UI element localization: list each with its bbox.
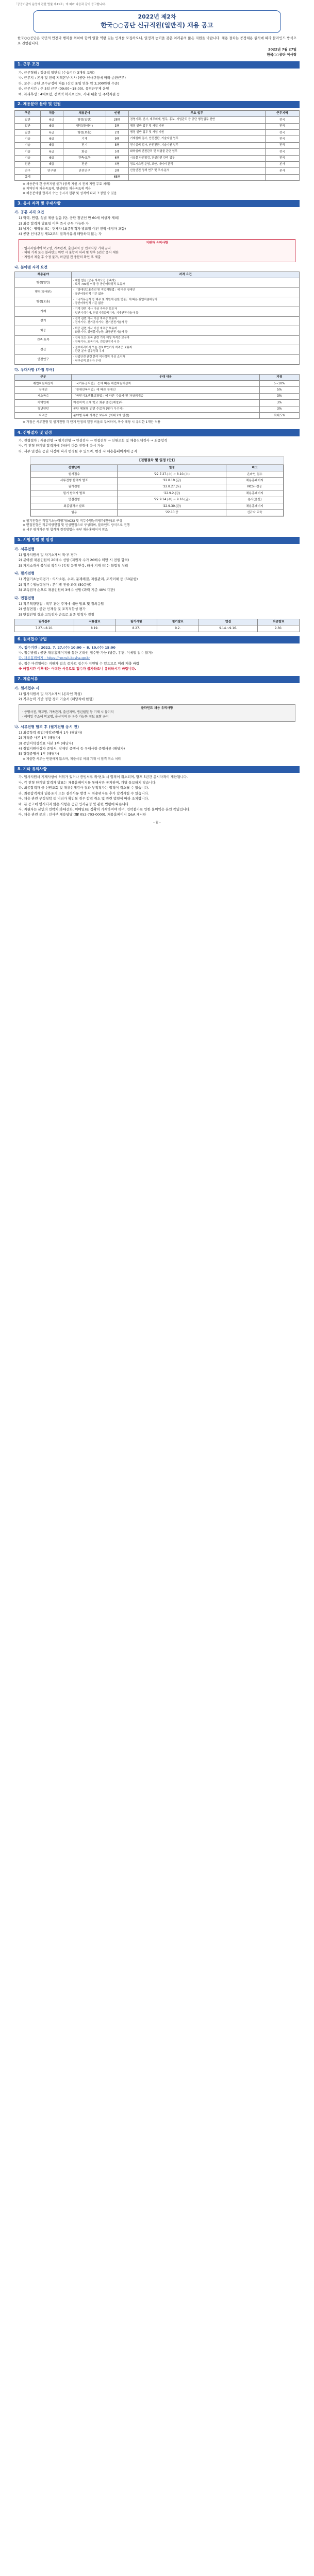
box-line: · 이메일 주소에 학교명, 출신지역 등 유추 가능한 정보 포함 금지: [22, 715, 109, 719]
table-row: [31, 510, 284, 516]
table-header: 서류발표: [74, 619, 115, 625]
table-cell: '22.9.30.(금): [118, 503, 226, 510]
table-cell: 8.19.: [74, 625, 115, 632]
table-cell: 전산: [15, 161, 41, 167]
table-row: [15, 117, 300, 123]
top-note: 「공공기관의 운영에 관한 법률 제41조」에 따라 다음과 같이 공고합니다.: [14, 3, 106, 6]
table-header: 주요 업무: [128, 110, 265, 116]
section-work-conditions: [14, 61, 300, 97]
sub-title: 다. 우대사항 (가점 부여): [14, 367, 55, 372]
table-cell: 일반: [15, 123, 41, 129]
table-cell: 3%: [259, 406, 299, 412]
table-row: [15, 142, 300, 148]
table-cell: 5명: [106, 149, 128, 155]
table-cell: [265, 174, 299, 180]
table-cell: '22.9.14.(수) ~ 9.16.(금): [118, 497, 226, 503]
table-cell: 9.30.: [258, 625, 300, 632]
section-exam: [14, 537, 300, 632]
table-cell: 채용홈페이지: [226, 503, 283, 510]
table-row: [15, 381, 300, 387]
list-item: 5) 경력증명서 1부 (해당자): [19, 752, 59, 756]
notice-line: · 허위 기재 또는 블라인드 위반 시 불합격 처리 및 향후 5년간 응시 제한: [22, 251, 119, 255]
table-cell: 기술: [15, 155, 41, 161]
section-positions: [14, 101, 300, 196]
table-cell: 전국: [265, 123, 299, 129]
table-cell: 자격증: [15, 413, 72, 419]
table-cell: 6급: [40, 149, 63, 155]
section-title: 2. 채용분야 분야 및 인원: [14, 101, 300, 108]
table-cell: 「장애인복지법」에 따른 장애인: [72, 387, 259, 393]
list-item: 3) 남자는 병역필 또는 면제자 (최종합격자 발표일 이전 전역 예정자 포함): [19, 227, 126, 231]
table-cell: 5%: [259, 387, 299, 393]
sub-title: 나. 필기전형: [14, 571, 35, 576]
note: ※ 채용분야 간 중복지원 불가 (중복 지원 시 전체 지원 무효 처리): [23, 182, 110, 187]
sub-title: 가. 원서접수 시: [14, 686, 40, 690]
note: ※ 제출한 서류는 반환하지 않으며, 제출서류 허위 기재 시 합격 취소 처리: [23, 757, 121, 761]
list-item: 1) 직무역량면접 : 직무 관련 주제에 대한 발표 및 질의응답: [19, 601, 104, 606]
table-cell: 저소득층: [15, 393, 72, 399]
table-cell: '22.8.27.(토): [118, 484, 226, 490]
table-cell: 6급: [40, 142, 63, 148]
table-cell: 6급: [40, 123, 63, 129]
announcement-page: [0, 0, 314, 836]
list-item: 3) 면접전형 결과 고득점자 순으로 최종 합격자 결정: [19, 612, 94, 617]
list-item: 1) 입사지원서 및 자기소개서 적·부 평가: [19, 552, 77, 557]
table-cell: 원서접수: [31, 471, 118, 478]
table-row: [15, 149, 300, 155]
table-cell: 경영기획, 인사, 재무회계, 법무, 홍보, 사업관리 등 공단 행정업무 전반: [128, 117, 265, 123]
table-cell: 4명: [106, 161, 128, 167]
table-cell: 서류전형 합격자 발표: [31, 478, 118, 484]
table-cell: 9명: [106, 136, 128, 142]
section-qualifications: [14, 200, 300, 425]
table-row: [15, 345, 300, 355]
list-item: 2) 직무수행능력평가 : 분야별 전공 과목 (50문항): [19, 582, 92, 587]
list-item: 3) 공인어학성적표 사본 1부 (해당자): [19, 741, 73, 745]
table-cell: 본사: [265, 161, 299, 167]
table-cell: 전국: [265, 136, 299, 142]
table-cell: 8명: [106, 142, 128, 148]
table-header: 전형단계: [31, 465, 118, 471]
table-cell: 5~10%: [259, 381, 299, 387]
table-header: 직급: [40, 110, 63, 116]
section-title: 3. 응시 자격 및 우대사항: [14, 200, 300, 207]
list-item: 나. 각 전형 단계별 합격자에 한하여 다음 전형에 응시 가능: [19, 444, 104, 448]
table-cell: 2명: [106, 130, 128, 136]
table-cell: '22.8.19.(금): [118, 478, 226, 484]
positions-table: [14, 110, 300, 181]
note: ※ 필기전형은 직업기초능력평가(NCS) 및 직무수행능력평가(전공)로 구성: [23, 519, 122, 523]
section-documents: [14, 676, 300, 762]
table-cell: 일반: [15, 117, 41, 123]
table-row: [31, 484, 284, 490]
table-cell: · 정보처리기사 또는 정보보안기사 자격증 보유자 · 관련 분야 실무경력 우대: [72, 345, 300, 355]
table-cell: · 산업안전 관련 분야 석사학위 이상 소지자 · 연구실적 보유자 우대: [72, 354, 300, 364]
table-cell: 전기: [63, 142, 106, 148]
list-item: 2) 최종 합격자 발표일 이후 즉시 근무 가능한 자: [19, 221, 89, 226]
table-row: [15, 168, 300, 174]
table-cell: 기계설비 검사, 안전진단, 기술지원 업무: [128, 136, 265, 142]
table-header: 필기시험: [115, 619, 157, 625]
table-row: [15, 297, 300, 307]
table-cell: 채용홈페이지: [226, 490, 283, 497]
table-header: 채용분야: [15, 272, 72, 278]
table-row: [31, 497, 284, 503]
list-item: 나. 각 전형 단계별 합격자 발표는 채용홈페이지를 통해서만 공지하며, 개별 통보하지 않습니다.: [19, 780, 157, 785]
table-row: [15, 387, 300, 393]
table-header: 가점: [259, 374, 299, 380]
table-cell: 기계: [15, 307, 72, 316]
deadline-warning: ※ 마감시간 이후에는 어떠한 사유로도 접수가 불가하오니 유의하시기 바랍니다.: [19, 667, 136, 671]
announcement-date: 2022년 7월 27일: [268, 47, 296, 52]
table-cell: · 화공 관련 기사 이상 자격증 보유자 · 화공기사, 위험물기능장, 화공안전기술사 등: [72, 326, 300, 336]
list-item: 마. 채용 관련 부정청탁 등 비리가 확인될 경우 합격 취소 및 관련 법령에 따라 조치합니다.: [19, 796, 149, 801]
table-cell: 행정 일반 업무 및 사업 지원: [128, 123, 265, 129]
list-item: 다. 보수 : 공단 보수규정에 따름 (신입 초임 연봉 약 3,300만원 수준): [19, 81, 120, 86]
list-item: 1) 최종학력 졸업(예정)증명서 1부 (해당자): [19, 730, 82, 735]
figure-caption: [전형절차 및 일정 (안)]: [30, 457, 284, 464]
sub-title: 다. 면접전형: [14, 596, 35, 600]
table-cell: 필기전형: [31, 484, 118, 490]
list-item: 나. 근무지 : 본사 및 전국 지역본부·지사 (공단 인사규정에 따라 순환근무): [19, 76, 126, 80]
table-cell: 지역인재: [15, 400, 72, 406]
table-cell: 공단 체험형 인턴 수료자 (평가 우수자): [72, 406, 259, 412]
table-row: [15, 161, 300, 167]
table-row: [15, 406, 300, 412]
table-header: 채용분야: [63, 110, 106, 116]
table-cell: 6급: [40, 117, 63, 123]
table-row: [31, 490, 284, 497]
table-cell: 3%: [259, 393, 299, 399]
list-item: 바. 본 공고에 명시되지 않은 사항은 공단 인사규정 및 관련 법령에 따릅니다.: [19, 802, 130, 806]
table-cell: 전국: [265, 117, 299, 123]
notice-line: · 입사지원서에 학교명, 가족관계, 출신지역 등 인적사항 기재 금지: [22, 246, 111, 250]
table-cell: 기술: [15, 142, 41, 148]
table-cell: · 기계 관련 기사 이상 자격증 보유자 · 일반기계기사, 건설기계설비기사, 기계안전기술사 등: [72, 307, 300, 316]
table-cell: 행정(장애인): [15, 287, 72, 297]
table-cell: 3명: [106, 168, 128, 174]
table-cell: 28명: [106, 117, 128, 123]
table-cell: 기술: [15, 149, 41, 155]
table-cell: [63, 174, 106, 180]
table-cell: 청년인턴: [15, 406, 72, 412]
table-cell: 전기: [15, 316, 72, 326]
section-title: 7. 제출서류: [14, 676, 300, 683]
section-title: 8. 기타 유의사항: [14, 766, 300, 773]
list-item: 2) 분야별 채용인원의 20배수 선발 (지원자 수가 20배수 미만 시 전원 합격): [19, 558, 129, 563]
table-row: [15, 354, 300, 364]
table-cell: '22.10.중: [118, 510, 226, 516]
table-header: 근무지역: [265, 110, 299, 116]
title-box: [33, 10, 281, 33]
list-item: 라. 접수 마감일에는 지원자 접속 증가로 접수가 지연될 수 있으므로 미리 제출 바람: [19, 661, 140, 666]
blind-notice-box: [19, 704, 295, 722]
table-row: [15, 413, 300, 419]
list-item: 사. 지원자는 본인의 연락처(휴대전화, 이메일)를 정확히 기재하여야 하며, 연락불가로 인한 불이익은 본인 책임입니다.: [19, 807, 191, 811]
list-item: 2) 자격증 사본 1부 (해당자): [19, 736, 60, 740]
table-cell: 행정(보훈): [15, 297, 72, 307]
preference-table: [14, 374, 300, 419]
list-item: 2) 직무능력 기반 경험·경력 기술서 (해당자에 한함): [19, 697, 94, 702]
table-cell: 안전연구: [63, 168, 106, 174]
table-cell: '22.9.2.(금): [118, 490, 226, 497]
table-cell: 화학설비 안전관리 및 위험물 관련 업무: [128, 149, 265, 155]
table-row: [15, 278, 300, 288]
list-item: 3) 고득점자 순으로 채용인원의 3배수 선발 (과락 기준 40% 미만): [19, 588, 115, 592]
timeline-table: [14, 619, 300, 632]
list-item: 가. 접수기간 : 2022. 7. 27.(수) 10:00 ~ 8. 10.(수) 15:00: [19, 645, 115, 650]
table-cell: 행정(일반): [15, 278, 72, 288]
table-header: 일정: [118, 465, 226, 471]
table-cell: 화공: [63, 149, 106, 155]
table-cell: 정보시스템 운영, 보안, 데이터 관리: [128, 161, 265, 167]
table-cell: NCS+전공: [226, 484, 283, 490]
list-item: 4) 취업지원대상자 증명서, 장애인 증명서 등 우대사항 증빙서류 (해당자): [19, 747, 125, 751]
table-cell: 연구: [15, 168, 41, 174]
table-header: 우대 내용: [72, 374, 259, 380]
table-cell: 3명: [106, 123, 128, 129]
table-row: [15, 335, 300, 345]
table-cell: 행정(일반): [63, 117, 106, 123]
table-cell: 취업지원대상자: [15, 381, 72, 387]
table-cell: 채용홈페이지: [226, 478, 283, 484]
note: ※ 가점은 서류전형 및 필기전형 각 단계 만점의 일정 비율로 부여하며, 복수 해당 시 유리한 1개만 적용: [23, 420, 161, 425]
table-row: [15, 316, 300, 326]
box-line: · 증명사진, 학교명, 가족관계, 출신지역, 생년월일 등 기재 시 불이익: [22, 710, 114, 715]
table-header: 인원: [106, 110, 128, 116]
table-cell: 건축·토목: [63, 155, 106, 161]
table-header: 자격 요건: [72, 272, 300, 278]
table-row: [15, 155, 300, 161]
table-cell: 안전연구: [15, 354, 72, 364]
table-cell: · 제한 없음 (공통 자격요건 충족자) · 토익 700점 이상 등 공인어학성적 보유자: [72, 278, 300, 288]
table-cell: · 전기 관련 기사 이상 자격증 보유자 · 전기기사, 전기공사기사, 전기안전기술사 등: [72, 316, 300, 326]
list-item: 1) 입사지원서 및 자기소개서 (온라인 작성): [19, 691, 82, 696]
list-item: 다. 세부 일정은 공단 사정에 따라 변경될 수 있으며, 변경 시 채용홈페이지에 공지: [19, 449, 137, 453]
table-cell: 온라인 접수: [226, 471, 283, 478]
table-cell: [40, 174, 63, 180]
table-cell: '22.7.27.(수) ~ 8.10.(수): [118, 471, 226, 478]
table-cell: 전국: [265, 149, 299, 155]
table-cell: 6명: [106, 155, 128, 161]
table-row: [15, 307, 300, 316]
section-title: 5. 시험 방법 및 일정: [14, 537, 300, 544]
sub-title: 가. 서류전형: [14, 547, 35, 551]
table-cell: 장애인: [15, 387, 72, 393]
table-cell: 행정(장애인): [63, 123, 106, 129]
table-cell: 3%: [259, 400, 299, 406]
table-header: 비고: [226, 465, 283, 471]
list-item: 마. 복리후생 : 4대보험, 선택적 복지포인트, 사내 대출 및 주택지원 등: [19, 92, 120, 96]
list-item: 2) 인성면접 : 공단 인재상 및 조직적합성 평가: [19, 607, 86, 612]
schedule-figure: [30, 456, 284, 517]
note: ※ 세부 평가기준 및 합격자 결정방법은 공단 채용홈페이지 참조: [23, 528, 108, 532]
table-cell: 행정 일반 업무 및 사업 지원: [128, 130, 265, 136]
list-item: 가. 전형절차 : 서류전형 → 필기전형 → 인성검사 → 면접전형 → 신원조회 및 채용신체검사 → 최종합격: [19, 438, 168, 443]
table-cell: 분야별 우대 자격증 보유자 (최대 2개 인정): [72, 413, 259, 419]
list-item: 다. 최종합격자 중 신원조회 및 채용신체검사 결과 부적격자는 합격이 취소될 수 있습니다.: [19, 786, 149, 790]
table-cell: 6급: [40, 130, 63, 136]
table-header: 필기발표: [157, 619, 199, 625]
table-cell: 6급: [40, 136, 63, 142]
table-cell: 전국: [265, 155, 299, 161]
table-cell: [128, 174, 265, 180]
table-cell: 건축·토목: [15, 335, 72, 345]
table-cell: 본사: [265, 168, 299, 174]
table-cell: 6급: [40, 161, 63, 167]
list-item: 가. 근무형태 : 정규직 일반직 (수습기간 3개월 포함): [19, 70, 95, 75]
table-row: [31, 478, 284, 484]
table-row: [15, 174, 300, 180]
table-cell: 기계: [63, 136, 106, 142]
table-cell: · 「장애인고용촉진 및 직업재활법」에 따른 장애인 · 공인어학성적 기준 없음: [72, 287, 300, 297]
list-item: 라. 근무시간 : 주 5일 근무 (09:00~18:00), 유연근무제 운영: [19, 87, 109, 91]
list-item: 나. 접수방법 : 공단 채용홈페이지를 통한 온라인 접수만 가능 (방문, 우편, 이메일 접수 불가): [19, 651, 153, 655]
title-line-1: 2022년 제2차: [138, 13, 176, 20]
table-cell: 전기설비 검사, 안전진단, 기술지원 업무: [128, 142, 265, 148]
table-cell: 7.27.~8.10.: [15, 625, 74, 632]
table-cell: 「국가유공자법」 등에 따른 취업지원대상자: [72, 381, 259, 387]
table-cell: 산업안전 정책 연구 및 조사·분석: [128, 168, 265, 174]
schedule-table: [30, 465, 284, 516]
notice-line: · 지원서 제출 후 수정 불가, 마감일 전 충분히 확인 후 제출: [22, 255, 101, 259]
table-cell: 면접전형: [31, 497, 118, 503]
table-row: [31, 471, 284, 478]
table-row: [15, 287, 300, 297]
table-cell: 일반: [15, 130, 41, 136]
table-cell: 임용: [31, 510, 118, 516]
list-item: 라. 최종합격자의 임용포기 또는 결격사유 발생 시 차순위자를 추가 합격시킬 수 있습니다.: [19, 791, 149, 795]
intro-text: 한국○○공단은 국민의 안전과 행복을 위하여 함께 일할 역량 있는 인재를 모집하오니, 열정과 능력을 갖춘 여러분의 많은 지원을 바랍니다. 채용 절차는 공정채용 원칙에 따라 블라인드 방식으로 진행됩니다.: [18, 36, 296, 45]
list-item: 가. 입사지원서 기재사항에 허위가 있거나 증빙서류 위·변조 시 합격이 취소되며, 향후 5년간 응시자격이 제한됩니다.: [19, 775, 188, 779]
list-item: 3) 자기소개서 불성실 작성자 (동일 문장 반복, 타사 기재 등)는 불합격 처리: [19, 563, 128, 568]
section-title: 6. 원서접수 방법: [14, 636, 300, 643]
table-cell: 최대 5%: [259, 413, 299, 419]
table-cell: 시설물 안전점검, 건설안전 관리 업무: [128, 155, 265, 161]
table-cell: 필기 합격자 발표: [31, 490, 118, 497]
table-cell: · 「국가유공자 등 예우 및 지원에 관한 법률」에 따른 취업지원대상자 · 공인어학성적 기준 없음: [72, 297, 300, 307]
box-title: 블라인드 채용 유의사항: [141, 706, 173, 710]
note: ※ 면접전형은 직무역량면접 및 인성면접으로 구성되며, 블라인드 방식으로 진행: [23, 523, 130, 528]
table-header: 최종발표: [258, 619, 300, 625]
table-cell: 전국: [265, 130, 299, 136]
table-cell: 기술: [15, 136, 41, 142]
table-cell: 이전지역 소재 학교 최종 졸업(예정)자: [72, 400, 259, 406]
table-cell: 전국: [265, 142, 299, 148]
note: ※ 지역인재 채용목표제, 양성평등 채용목표제 적용: [23, 187, 91, 191]
section-application: [14, 636, 300, 672]
note: ※ 채용분야별 합격자 수는 응시자 현황 및 성적에 따라 조정될 수 있음: [23, 191, 117, 195]
table-header: 구분: [15, 374, 72, 380]
section-process: [14, 429, 300, 533]
section-title: 4. 전형절차 및 일정: [14, 429, 300, 436]
table-cell: 전산: [15, 345, 72, 355]
table-row: [15, 326, 300, 336]
table-row: [15, 400, 300, 406]
recruit-site-link[interactable]: 다. 채용홈페이지 : https://recruit.kosha.go.kr: [19, 656, 90, 660]
table-cell: 행정(보훈): [63, 130, 106, 136]
table-cell: 6급: [40, 155, 63, 161]
table-row: [15, 136, 300, 142]
table-header: 면접: [199, 619, 258, 625]
list-item: 아. 채용 관련 문의 : 인사부 채용담당 (☎ 052-703-0000), 채용홈페이지 Q&A 게시판: [19, 812, 146, 817]
table-header: 구분: [15, 110, 41, 116]
table-cell: 연구원: [40, 168, 63, 174]
sub-title: 나. 분야별 자격 요건: [14, 265, 48, 269]
table-cell: 68명: [106, 174, 128, 180]
sub-title: 가. 공통 자격 요건: [14, 210, 44, 215]
table-row: [15, 393, 300, 399]
table-cell: 화공: [15, 326, 72, 336]
table-cell: 전산: [63, 161, 106, 167]
list-item: 1) 직업기초능력평가 : 의사소통, 수리, 문제해결, 자원관리, 조직이해 등 (50문항): [19, 577, 138, 582]
table-row: [15, 123, 300, 129]
table-cell: 8.27.: [115, 625, 157, 632]
sub-title: 나. 서류전형 합격 후 (필기전형 응시 전): [14, 724, 79, 729]
list-item: 4) 공단 인사규정 제12조의 결격사유에 해당하지 않는 자: [19, 232, 102, 236]
end-mark: - 끝 -: [153, 820, 161, 824]
table-cell: 신규자 교육: [226, 510, 283, 516]
table-row: [15, 130, 300, 136]
table-cell: 합계: [15, 174, 41, 180]
table-cell: · 건축 또는 토목 관련 기사 이상 자격증 보유자 · 건축기사, 토목기사, 건설안전기사 등: [72, 335, 300, 345]
qualification-table: [14, 272, 300, 365]
announcement-org: 한국○○공단 이사장: [267, 52, 296, 57]
list-item: 1) 학력, 연령, 성별 제한 없음 (단, 공단 정년인 만 60세 이상자 제외): [19, 216, 120, 221]
table-row: [31, 503, 284, 510]
applicant-notice-box: [19, 239, 295, 262]
section-title: 1. 근무 조건: [14, 61, 300, 69]
notice-title: 지원자 유의사항: [146, 241, 168, 245]
title-line-2: 한국○○공단 신규직원(일반직) 채용 공고: [101, 21, 213, 29]
list-item: [19, 656, 300, 660]
table-cell: 9.2.: [157, 625, 199, 632]
table-cell: 「국민기초생활보장법」에 따른 수급자 및 차상위계층: [72, 393, 259, 399]
table-cell: 본사(울산): [226, 497, 283, 503]
section-other-notes: [14, 766, 300, 825]
table-cell: 9.14.~9.16.: [199, 625, 258, 632]
table-cell: 최종합격자 발표: [31, 503, 118, 510]
table-header: 원서접수: [15, 619, 74, 625]
